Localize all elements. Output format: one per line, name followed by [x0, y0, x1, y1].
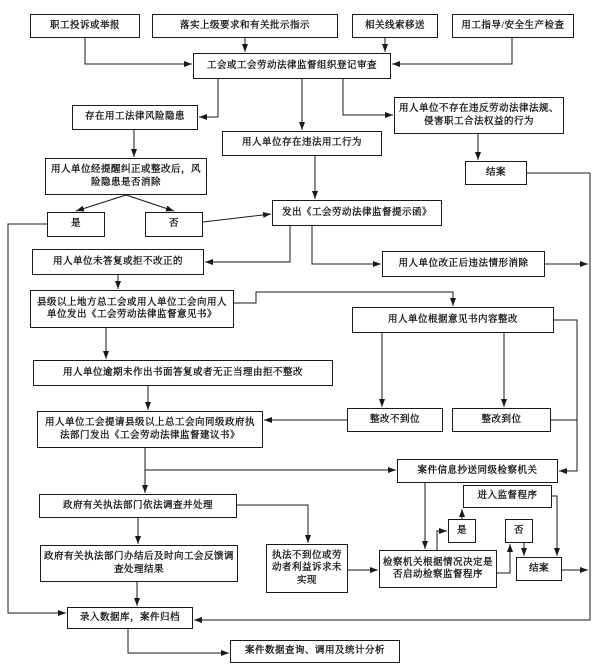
node-employment-guidance-safety-check: 用工指导/安全生产检查 [452, 14, 574, 38]
node-enforcement-not-in-place: 执法不到位或劳动者利益诉求未实现 [266, 544, 348, 593]
node-illegal-employment-exists: 用人单位存在违法用工行为 [222, 131, 382, 156]
node-issue-opinion-letter: 县级以上地方总工会或用人单位工会向用人单位发出《工会劳动法律监督意见书》 [30, 290, 234, 328]
node-violation-eliminated-after-fix: 用人单位改正后违法情形消除 [382, 251, 545, 277]
node-no-violation: 用人单位不存在违反劳动法律法规、侵害职工合法权益的行为 [394, 97, 564, 134]
node-clue-transfer: 相关线索移送 [352, 14, 438, 38]
node-enter-supervision-procedure: 进入监督程序 [463, 485, 552, 508]
node-yes-start-supervision: 是 [448, 519, 476, 543]
node-implement-superior-instructions: 落实上级要求和有关批示指示 [152, 14, 338, 38]
node-rectify-per-opinion: 用人单位根据意见书内容整改 [352, 307, 554, 333]
node-no-risk-not-eliminated: 否 [145, 212, 203, 237]
node-rectification-in-place: 整改到位 [452, 408, 551, 432]
node-legal-risk-exists: 存在用工法律风险隐患 [72, 105, 198, 130]
node-copy-case-info-to-procuratorate: 案件信息抄送同级检察机关 [397, 459, 558, 483]
node-case-closed-top: 结案 [465, 161, 527, 185]
node-database-archive: 录入数据库，案件归档 [67, 607, 193, 629]
node-procuratorate-decide: 检察机关根据情况决定是否启动检察监督程序 [379, 550, 497, 588]
node-government-feedback-result: 政府有关执法部门办结后及时向工会反馈调查处理结果 [40, 545, 238, 582]
node-employee-complaint: 职工投诉或举报 [30, 14, 140, 38]
node-no-reply-or-refuse-correct: 用人单位未答复或拒不改正的 [32, 249, 204, 275]
node-overdue-no-reply-refuse-rectify: 用人单位逾期未作出书面答复或者无正当理由拒不整改 [33, 360, 333, 386]
node-issue-suggestion-letter: 用人单位工会提请县级以上总工会向同级政府执法部门发出《工会劳动法律监督建议书》 [37, 411, 263, 448]
node-issue-reminder-letter: 发出《工会劳动法律监督提示函》 [272, 200, 442, 226]
node-case-closed-bottom: 结案 [516, 557, 562, 581]
node-data-query-analysis: 案件数据查询、调用及统计分析 [230, 640, 400, 663]
node-no-start-supervision: 否 [505, 519, 533, 543]
node-government-investigate-handle: 政府有关执法部门依法调查并处理 [39, 494, 237, 518]
node-risk-eliminated-question: 用人单位经提醒纠正或整改后，风险隐患是否消除 [45, 158, 207, 195]
node-union-supervision-registration: 工会或工会劳动法律监督组织登记审查 [193, 53, 391, 79]
node-yes-risk-eliminated: 是 [47, 212, 105, 237]
node-rectification-not-in-place: 整改不到位 [347, 408, 443, 432]
